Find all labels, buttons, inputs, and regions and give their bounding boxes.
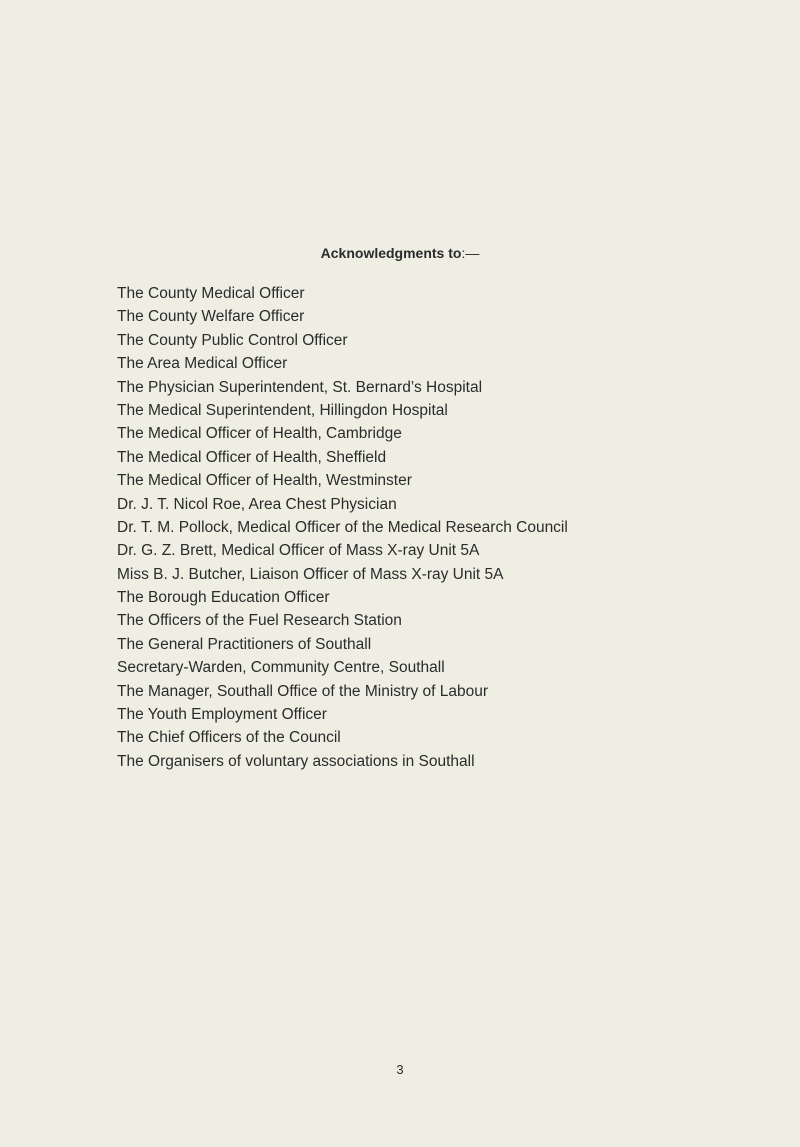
list-item: The Medical Superintendent, Hillingdon Hospital — [117, 401, 448, 419]
heading-text: Acknowledgments to — [320, 245, 462, 261]
list-item: The Medical Officer of Health, Westminster — [117, 472, 412, 490]
list-item: Miss B. J. Butcher, Liaison Officer of Mass X-ray Unit 5A — [117, 565, 504, 583]
heading-suffix: :— — [461, 245, 480, 261]
list-item: Dr. J. T. Nicol Roe, Area Chest Physician — [117, 495, 397, 513]
list-item: The Medical Officer of Health, Sheffield — [117, 448, 387, 466]
list-item: Dr. G. Z. Brett, Medical Officer of Mass X-ray Unit 5A — [117, 542, 480, 560]
list-item: The County Welfare Officer — [117, 308, 305, 326]
list-item: The County Medical Officer — [117, 285, 305, 302]
acknowledgments-heading — [0, 245, 800, 261]
list-item: The Youth Employment Officer — [117, 706, 327, 724]
list-item: Secretary-Warden, Community Centre, Southall — [117, 659, 445, 677]
list-item: The Organisers of voluntary associations in Southall — [117, 752, 475, 770]
list-item: The General Practitioners of Southall — [117, 635, 372, 653]
list-item: The County Public Control Officer — [117, 331, 348, 349]
list-item: The Manager, Southall Office of the Ministry of Labour — [117, 682, 489, 700]
acknowledgments-list — [117, 282, 568, 773]
list-item: The Area Medical Officer — [117, 355, 288, 373]
page-number: 3 — [396, 1062, 404, 1077]
list-item: The Officers of the Fuel Research Station — [117, 612, 402, 630]
list-item: Dr. T. M. Pollock, Medical Officer of the Medical Research Council — [117, 518, 568, 536]
list-item: The Physician Superintendent, St. Bernard’s Hospital — [117, 378, 483, 396]
list-item: The Borough Education Officer — [117, 589, 330, 607]
list-item: The Chief Officers of the Council — [117, 729, 341, 747]
list-item: The Medical Officer of Health, Cambridge — [117, 425, 402, 443]
